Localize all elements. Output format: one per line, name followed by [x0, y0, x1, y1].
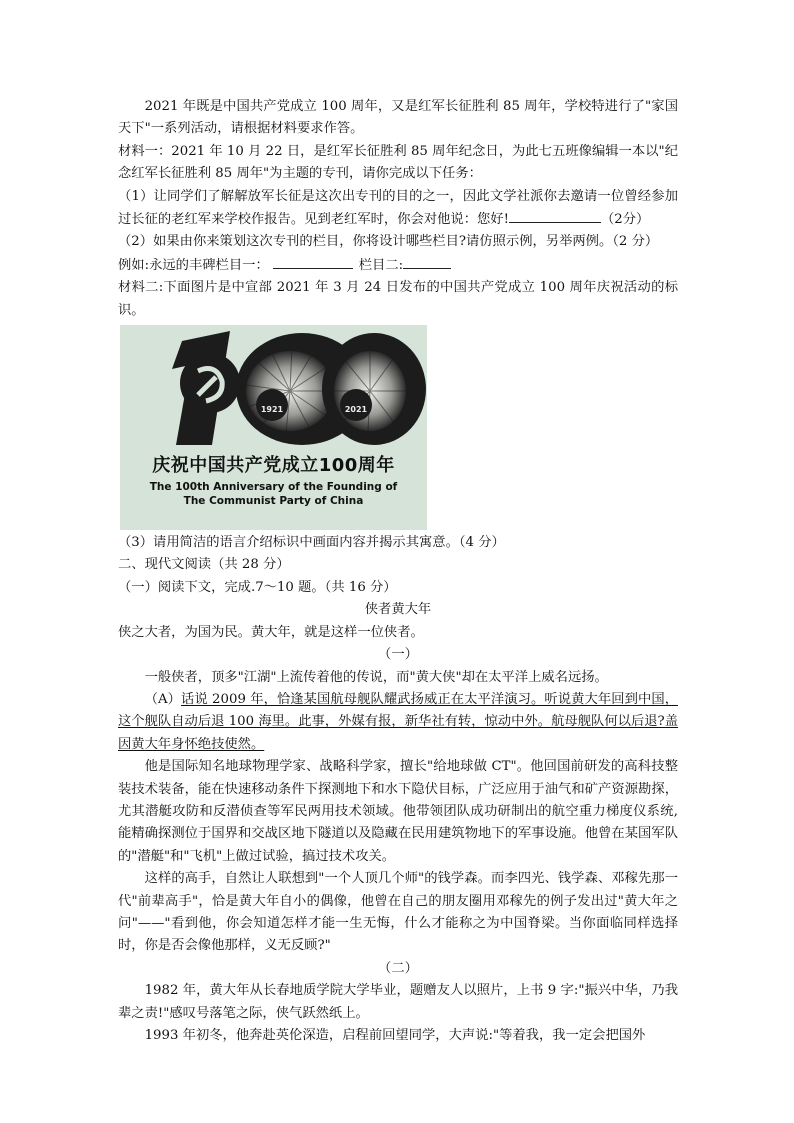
- question-1-score: （2分）: [600, 212, 650, 228]
- emblem-title-en-2: The Communist Party of China: [183, 495, 364, 508]
- emblem-title-cn: 庆祝中国共产党成立100周年: [152, 455, 395, 477]
- year-right-label: 2021: [344, 405, 368, 415]
- question-1: [118, 186, 678, 232]
- article-title: 侠者黄大年: [364, 602, 432, 618]
- article-paragraph-3: 这样的高手，自然让人联想到"一个人顶几个师"的钱学森。而李四光、钱学森、邓稼先那一代"前辈高手"，恰是黄大年自小的偶像，他曾在自己的朋友圈用邓稼先的例子发出过"黄大年之问"——"看到他，你会知道怎样才能一生无悔，什么才能称之为中国脊梁。当你面临同样选择时，你是否会像他那样，义无反顾?": [118, 871, 678, 954]
- article-paragraph-a: [118, 689, 678, 756]
- example-label-b: 栏目二:: [358, 257, 404, 273]
- article-paragraph-2: 他是国际知名地球物理学家、战略科学家，擅长"给地球做 CT"。他回国前研发的高科技整装技术装备，能在快速移动条件下探测地下和水下隐伏目标，广泛应用于油气和矿产资源勘探，尤其潜艇攻防和反潜侦查等军民两用技术领域。他带领团队成功研制出的航空重力梯度仪系统,能精确探测位于国界和交战区地下隧道以及隐藏在民用建筑物地下的军事设施。他曾在某国军队的"潜艇"和"飞机"上做过试验，搞过技术攻关。: [118, 759, 678, 864]
- answer-blank-column-1[interactable]: [273, 254, 353, 269]
- paragraph-a-label: （A）: [144, 691, 182, 707]
- emblem-title-en-1: The 100th Anniversary of the Founding of: [149, 481, 398, 494]
- example-label-a: 例如:永远的丰碑栏目一：: [118, 257, 269, 273]
- article-paragraph-1: 一般侠者，顶多"江湖"上流传着他的传说，而"黄大侠"却在太平洋上威名远扬。: [144, 669, 608, 685]
- answer-blank-column-2[interactable]: [403, 254, 451, 269]
- question-3: （3）请用简洁的语言介绍标识中画面内容并揭示其寓意。（4 分）: [118, 535, 505, 551]
- intro-paragraph: 2021 年既是中国共产党成立 100 周年，又是红军长征胜利 85 周年，学校特进行了"家国天下"一系列活动，请根据材料要求作答。: [118, 99, 678, 137]
- article-paragraph-5: 1993 年初冬，他奔赴英伦深造，启程前回望同学，大声说:"等着我，我一定会把国外: [144, 1028, 646, 1043]
- exam-page: [118, 96, 678, 1047]
- year-left-label: 1921: [260, 405, 284, 415]
- question-1-text: （1）让同学们了解解放军长征是这次出专刊的目的之一，因此文学社派你去邀请一位曾经参加过长征的老红军来学校作报告。见到老红军时，你会对他说：您好!: [118, 188, 678, 228]
- article-paragraph-4: 1982 年，黄大年从长春地质学院大学毕业，题赠友人以照片，上书 9 字:"振兴中华，乃我辈之责!"感叹号落笔之际，侠气跃然纸上。: [118, 983, 678, 1021]
- article-lead: 侠之大者，为国为民。黄大年，就是这样一位侠者。: [118, 624, 424, 640]
- answer-blank-1[interactable]: [509, 208, 601, 223]
- material-two: 材料二:下面图片是中宣部 2021 年 3 月 24 日发布的中国共产党成立 100 周年庆祝活动的标识。: [118, 280, 678, 318]
- material-one: 材料一：2021 年 10 月 22 日，是红军长征胜利 85 周年纪念日，为此七五班像编辑一本以"纪念红军长征胜利 85 周年"为主题的专刊，请你完成以下任务：: [118, 143, 678, 182]
- article-part-one-heading: （一）: [378, 647, 418, 663]
- section-two-heading: 二、现代文阅读（共 28 分）: [118, 557, 290, 573]
- section-two-part-one: （一）阅读下文，完成.7～10 题。（共 16 分）: [118, 579, 397, 595]
- paragraph-a-underlined: 话说 2009 年，恰逢某国航母舰队耀武扬威正在太平洋演习。听说黄大年回到中国，这个舰队自动后退 100 海里。此事，外媒有报，新华社有转，惊动中外。航母舰队何以后退?盖因黄大年身怀绝技使然。: [118, 691, 678, 752]
- article-part-two-heading: （二）: [378, 960, 418, 976]
- question-2-example: [118, 254, 678, 277]
- question-2: （2）如果由你来策划这次专刊的栏目，你将设计哪些栏目?请仿照示例，另举两例。（2 分）: [118, 234, 659, 250]
- centenary-emblem-image: [120, 325, 427, 530]
